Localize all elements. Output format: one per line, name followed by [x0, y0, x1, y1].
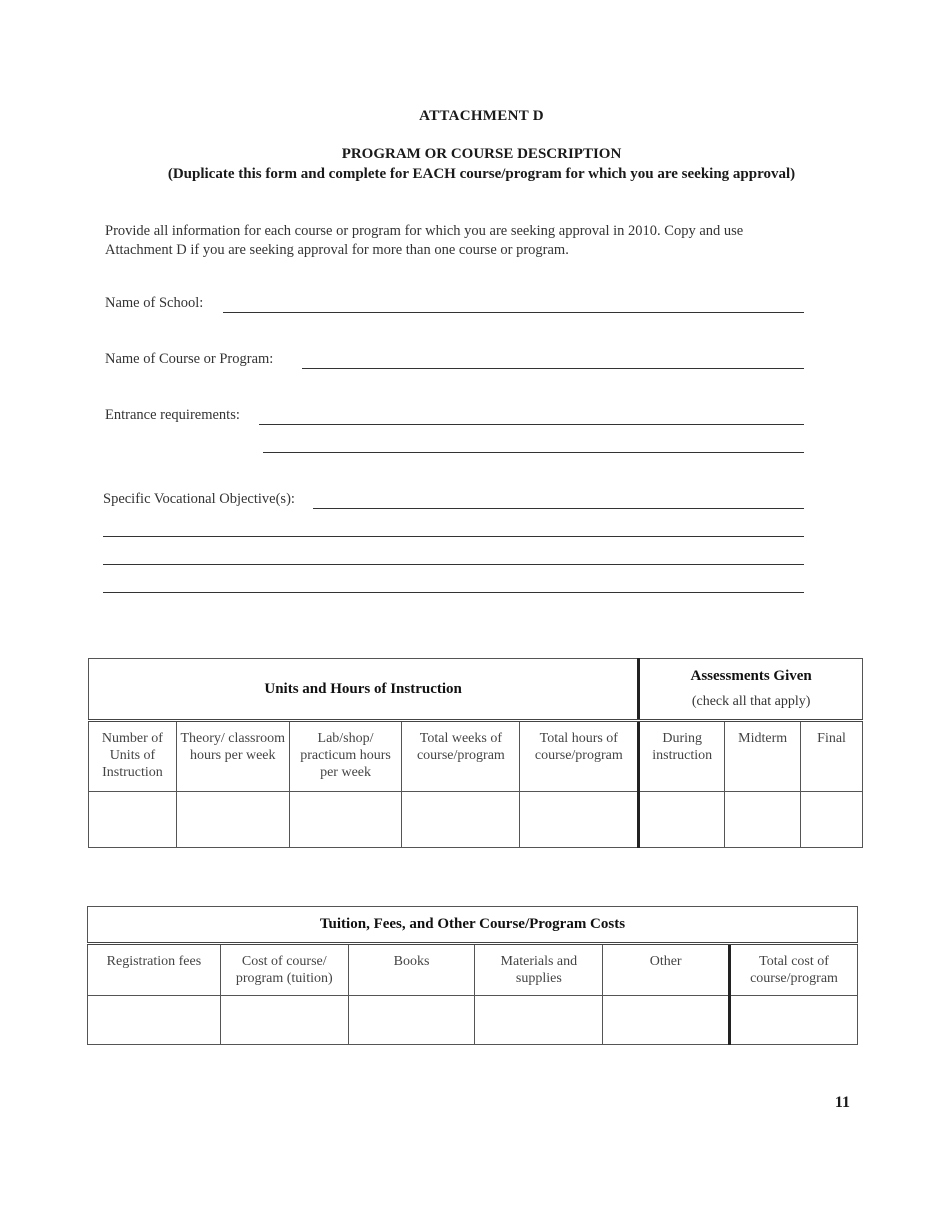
other-cell[interactable] [603, 996, 730, 1045]
entrance-field-line-2[interactable] [263, 452, 804, 453]
form-title: PROGRAM OR COURSE DESCRIPTION [341, 146, 622, 162]
costs-title: Tuition, Fees, and Other Course/Program Costs [319, 916, 626, 932]
form-subtitle: (Duplicate this form and complete for EACH course/program for which you are seeking approval) [167, 166, 796, 182]
costs-header [88, 907, 858, 944]
school-label: Name of School: [105, 295, 204, 311]
registration-fees-cell[interactable] [88, 996, 221, 1045]
col-total-cost: Total cost of course/program [730, 944, 858, 996]
assessments-subtitle: (check all that apply) [691, 694, 811, 709]
intro-paragraph [105, 222, 825, 260]
page-number: 11 [834, 1094, 850, 1111]
objective-field-line-4[interactable] [103, 592, 804, 593]
col-during-instruction: During instruction [639, 721, 725, 792]
instruction-title: Units and Hours of Instruction [264, 680, 462, 697]
assessments-title: Assessments Given [690, 668, 812, 684]
col-other: Other [603, 944, 730, 996]
midterm-checkbox[interactable] [725, 792, 801, 848]
entrance-label: Entrance requirements: [105, 407, 240, 423]
total-weeks-cell[interactable] [402, 792, 520, 848]
intro-line-2: Attachment D if you are seeking approval for more than one course or program. [105, 242, 569, 258]
objective-field[interactable] [313, 508, 804, 509]
theory-hours-cell[interactable] [176, 792, 289, 848]
materials-cell[interactable] [475, 996, 603, 1045]
objective-field-line-2[interactable] [103, 536, 804, 537]
col-final: Final [801, 721, 863, 792]
col-tuition: Cost of course/ program (tuition) [220, 944, 348, 996]
during-instruction-checkbox[interactable] [639, 792, 725, 848]
lab-hours-cell[interactable] [289, 792, 402, 848]
entrance-field[interactable] [259, 424, 804, 425]
col-units: Number of Units of Instruction [89, 721, 177, 792]
books-cell[interactable] [348, 996, 475, 1045]
school-field[interactable] [223, 312, 804, 313]
col-books: Books [348, 944, 475, 996]
assessments-header [639, 659, 863, 721]
total-cost-cell[interactable] [730, 996, 858, 1045]
objective-field-line-3[interactable] [103, 564, 804, 565]
objective-label: Specific Vocational Objective(s): [103, 491, 295, 507]
course-label: Name of Course or Program: [105, 351, 274, 367]
total-hours-cell[interactable] [520, 792, 639, 848]
attachment-heading: ATTACHMENT D [419, 108, 544, 124]
col-total-hours: Total hours of course/program [520, 721, 639, 792]
tuition-cell[interactable] [220, 996, 348, 1045]
instruction-header [89, 659, 639, 721]
col-total-weeks: Total weeks of course/program [402, 721, 520, 792]
col-theory-hours: Theory/ classroom hours per week [176, 721, 289, 792]
course-field[interactable] [302, 368, 804, 369]
col-materials: Materials and supplies [475, 944, 603, 996]
col-midterm: Midterm [725, 721, 801, 792]
instruction-table [88, 658, 863, 848]
costs-table [87, 906, 858, 1045]
col-lab-hours: Lab/shop/ practicum hours per week [289, 721, 402, 792]
units-cell[interactable] [89, 792, 177, 848]
intro-line-1: Provide all information for each course or program for which you are seeking approval in 2010. Copy and use [105, 223, 744, 239]
final-checkbox[interactable] [801, 792, 863, 848]
col-registration-fees: Registration fees [88, 944, 221, 996]
